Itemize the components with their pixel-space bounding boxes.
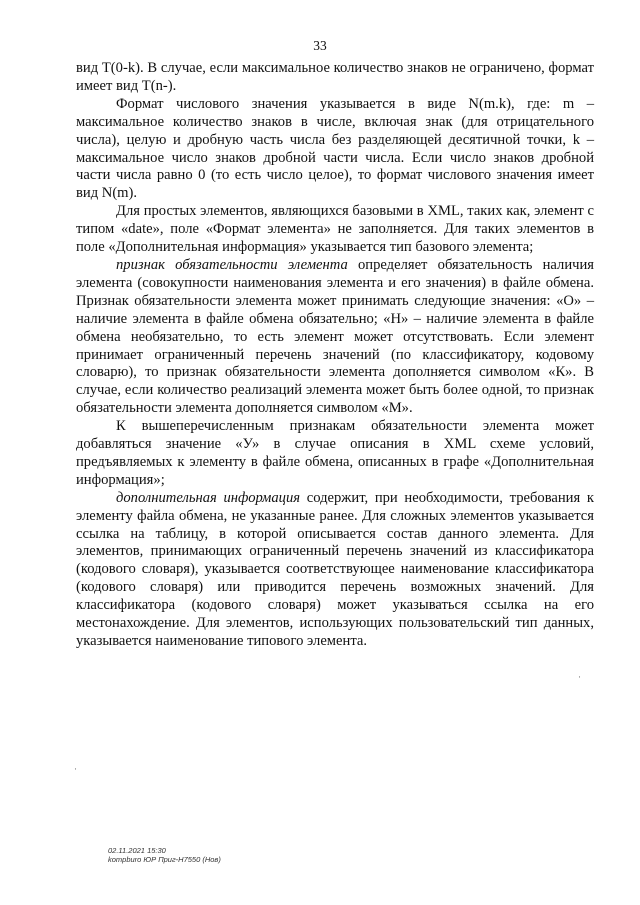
paragraph-2: Формат числового значения указывается в виде N(m.k), где: m – максимальное количество знаков в числе, включая знак (для отрицательного числа), целую и дробную часть числа без разделяющей десятичной точки, k – максимальное число знаков дробной части числа. Если число знаков дробной части числа равно 0 (то есть число целое), то формат числового значения имеет вид N(m). — [76, 95, 594, 202]
page-number: 33 — [313, 38, 327, 53]
paragraph-3: Для простых элементов, являющихся базовыми в XML, таких как, элемент с типом «date», поле «Формат элемента» не заполняется. Для таких элементов в поле «Дополнительная информация» указывается тип базового элемента; — [76, 203, 594, 256]
text-additional-info: содержит, при необходимости, требования к элементу файла обмена, не указанные ранее. Для сложных элементов указывается ссылка на таблицу, в которой описывается состав данного элемента. Для элементов, принимающих ограниченный перечень значений из классификатора (кодового словаря), указывается соответствующее наименование классификатора (кодового словаря) или приводится перечень возможных значений. Для классификатора (кодового словаря) может указываться ссылка на его местонахождение. Для элементов, использующих пользовательский тип данных, указывается наименование типового элемента. — [76, 489, 594, 649]
paragraph-1: вид T(0-k). В случае, если максимальное количество знаков не ограничено, формат имеет вид T(n-). — [76, 60, 594, 94]
text-mandatory: определяет обязательность наличия элемента (совокупности наименования элемента и его значения) в файле обмена. Признак обязательности элемента может принимать следующие значения: «О» – наличие элемента в файле обмена обязательно; «Н» – наличие элемента в файле обмена необязательно, то есть элемент может отсутствовать. Если элемент принимает ограниченный перечень значений (по классификатору, кодовому словарю), то признак обязательности элемента дополняется символом «К». В случае, если количество реализаций элемента может быть более одной, то признак обязательности элемента дополняется символом «М». — [76, 256, 594, 417]
term-additional-info: дополнительная информация — [116, 489, 301, 506]
scan-speck: · — [74, 764, 77, 774]
footer-timestamp: 02.11.2021 15:30 — [108, 846, 166, 855]
paragraph-additional-info — [76, 490, 594, 651]
document-body — [76, 60, 594, 651]
term-mandatory: признак обязательности элемента — [116, 256, 348, 273]
footer-stamp — [108, 846, 221, 864]
footer-file-id: kompburo ЮР Приг-Н7550 (Нов) — [108, 855, 221, 864]
paragraph-mandatory — [76, 257, 594, 418]
scan-speck: · — [578, 672, 581, 682]
paragraph-additional-mark: К вышеперечисленным признакам обязательности элемента может добавляться значение «У» в случае описания в XML схеме условий, предъявляемых к элементу в файле обмена, описанных в графе «Дополнительная информация»; — [76, 418, 594, 488]
